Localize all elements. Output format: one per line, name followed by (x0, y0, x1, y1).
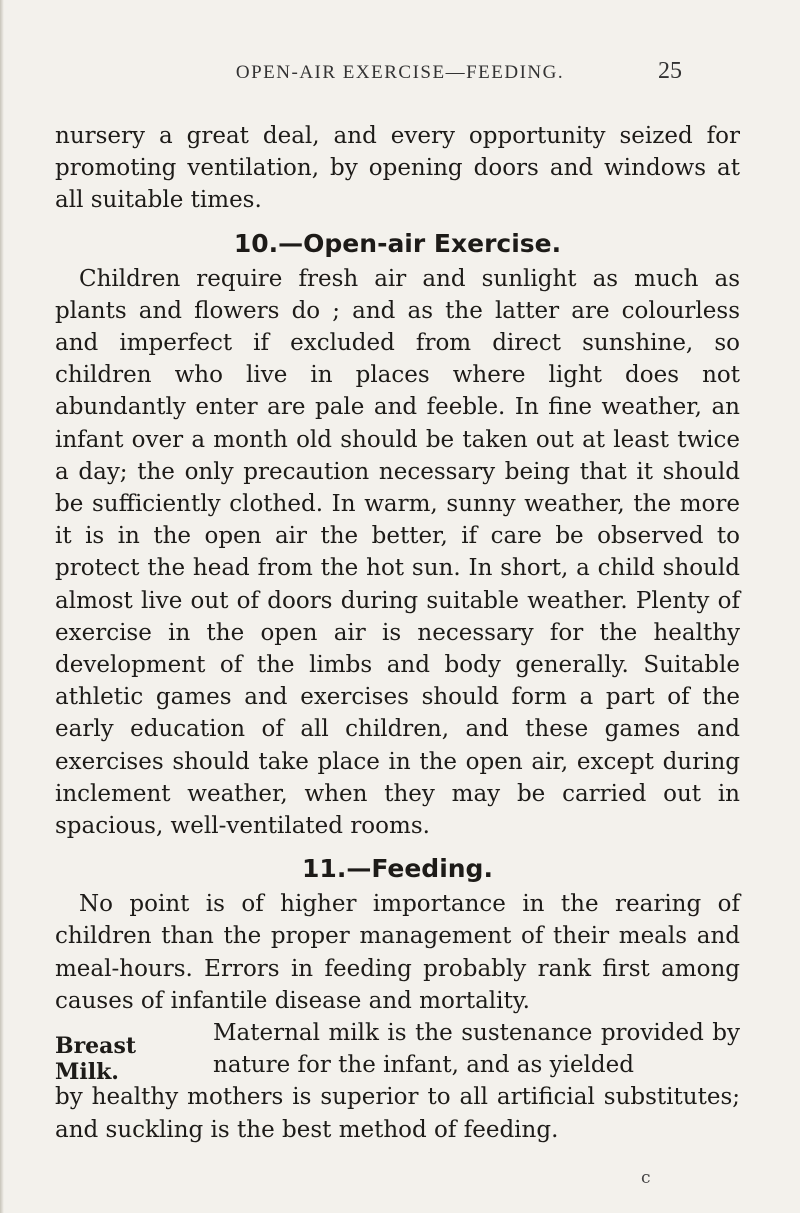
running-head: OPEN-AIR EXERCISE—FEEDING. (235, 62, 565, 83)
section-heading-feeding: 11.—Feeding. (302, 854, 493, 884)
breast-milk-continuation: by healthy mothers is superior to all artificial substitutes; and suckling is the best method of feeding. (55, 1084, 740, 1143)
page-edge-shadow (0, 0, 4, 1213)
breast-milk-block (55, 1017, 740, 1086)
intro-paragraph: nursery a great deal, and every opportunity seized for promoting ventilation, by opening doors and windows at all suitable times. (55, 123, 740, 214)
section-heading-open-air-exercise: 10.—Open-air Exercise. (233, 228, 562, 258)
breast-milk-text: Maternal milk is the sustenance provided by nature for the infant, and as yielded (213, 1020, 740, 1079)
page-number: 25 (658, 58, 682, 84)
text-column (55, 120, 740, 1146)
sidenote-breast-milk: Breast Milk. (55, 1033, 136, 1086)
feeding-paragraph: No point is of higher importance in the rearing of children than the proper management of their meals and meal-hours. Errors in feeding probably rank first among causes of infantile disease and mortality. (55, 891, 740, 1014)
open-air-exercise-paragraph: Children require fresh air and sunlight as much as plants and flowers do ; and as the latter are colourless and imperfect if excluded from direct sunshine, so children who live in places where light does not abundantly enter are pale and feeble. In fine weather, an infant over a month old should be taken out at least twice a day; the only precaution necessary being that it should be sufficiently clothed. In warm, sunny weather, the more it is in the open air the better, if care be observed to protect the head from the hot sun. In short, a child should almost live out of doors during suitable weather. Plenty of exercise in the open air is necessary for the healthy development of the limbs and body generally. Suitable athletic games and exercises should form a part of the early education of all children, and these games and exercises should take place in the open air, except during inclement weather, when they may be carried out in spacious, well-ventilated rooms. (55, 265, 740, 840)
signature-mark: c (641, 1168, 651, 1188)
